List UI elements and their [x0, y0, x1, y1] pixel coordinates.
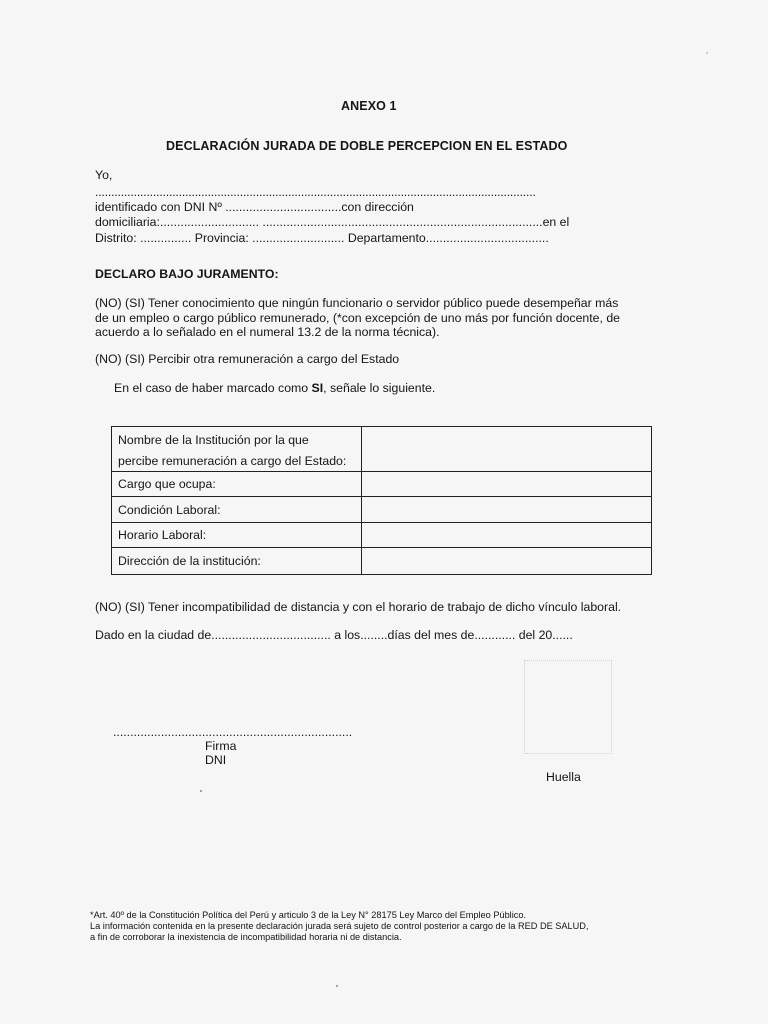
- declaro-heading: DECLARO BAJO JURAMENTO:: [95, 267, 279, 281]
- footer-line2: La información contenida en la presente declaración jurada será sujeto de control posterior a cargo de la RED DE SALUD,: [90, 921, 589, 931]
- table-row: [112, 427, 652, 472]
- horario-label: Horario Laboral:: [112, 523, 362, 548]
- institution-name-label-a: Nombre de la Institución por la que: [118, 432, 309, 447]
- cargo-value[interactable]: [362, 472, 652, 497]
- dni-label: DNI: [205, 753, 227, 767]
- cargo-label: Cargo que ocupa:: [112, 472, 362, 497]
- clause3: (NO) (SI) Tener incompatibilidad de distancia y con el horario de trabajo de dicho vínculo laboral.: [95, 600, 622, 614]
- institution-name-label-b: percibe remuneración a cargo del Estado:: [118, 453, 347, 468]
- identity-distrito: Distrito: ............... Provincia: ........................... Departamento....................................: [95, 231, 549, 245]
- case-note-si: SI: [311, 381, 324, 395]
- firma-label: Firma: [205, 739, 237, 753]
- clause2: (NO) (SI) Percibir otra remuneración a cargo del Estado: [95, 352, 400, 366]
- annex-label: ANEXO 1: [341, 99, 397, 113]
- institution-name-label: [112, 427, 362, 472]
- clause1-line1: (NO) (SI) Tener conocimiento que ningún funcionario o servidor público puede desempeñar más: [95, 296, 619, 310]
- case-note: [114, 381, 435, 395]
- footer-line3: a fin de corroborar la inexistencia de incompatibilidad horaria ni de distancia.: [90, 932, 402, 942]
- given-line: Dado en la ciudad de................................... a los........días del mes de............ del 20......: [95, 628, 573, 642]
- fingerprint-box[interactable]: [524, 660, 612, 754]
- horario-value[interactable]: [362, 523, 652, 548]
- direccion-label: Dirección de la institución:: [112, 548, 362, 575]
- identity-domicilio: domiciliaria:............................. ..................................................................................en el: [95, 215, 570, 229]
- table-row: [112, 548, 652, 575]
- document-title: DECLARACIÓN JURADA DE DOBLE PERCEPCION EN EL ESTADO: [166, 139, 568, 153]
- identity-yo: Yo,: [95, 168, 113, 182]
- scan-speck: [706, 52, 708, 54]
- footer-line1: *Art. 40º de la Constitución Política del Perú y articulo 3 de la Ley N° 28175 Ley Marco del Empleo Público.: [90, 910, 527, 920]
- identity-name-line: .........................................................................................................................................: [95, 185, 536, 199]
- signature-line: ......................................................................: [113, 725, 353, 739]
- condicion-value[interactable]: [362, 497, 652, 523]
- scan-speck: [200, 790, 202, 792]
- table-row: [112, 472, 652, 497]
- condicion-label: Condición Laboral:: [112, 497, 362, 523]
- clause1-line2: de un empleo o cargo público remunerado, (*con excepción de uno más por función docente, de: [95, 311, 621, 325]
- case-note-after: , señale lo siguiente.: [323, 381, 436, 395]
- table-row: [112, 497, 652, 523]
- identity-dni: identificado con DNI Nº ..................................con dirección: [95, 200, 414, 214]
- huella-label: Huella: [546, 770, 581, 784]
- clause1-line3: acuerdo a lo señalado en el numeral 13.2 de la norma técnica).: [95, 325, 440, 339]
- table-row: [112, 523, 652, 548]
- institution-table: [111, 426, 652, 575]
- case-note-before: En el caso de haber marcado como: [114, 381, 312, 395]
- scan-speck: [336, 985, 338, 987]
- institution-name-value[interactable]: [362, 427, 652, 472]
- direccion-value[interactable]: [362, 548, 652, 575]
